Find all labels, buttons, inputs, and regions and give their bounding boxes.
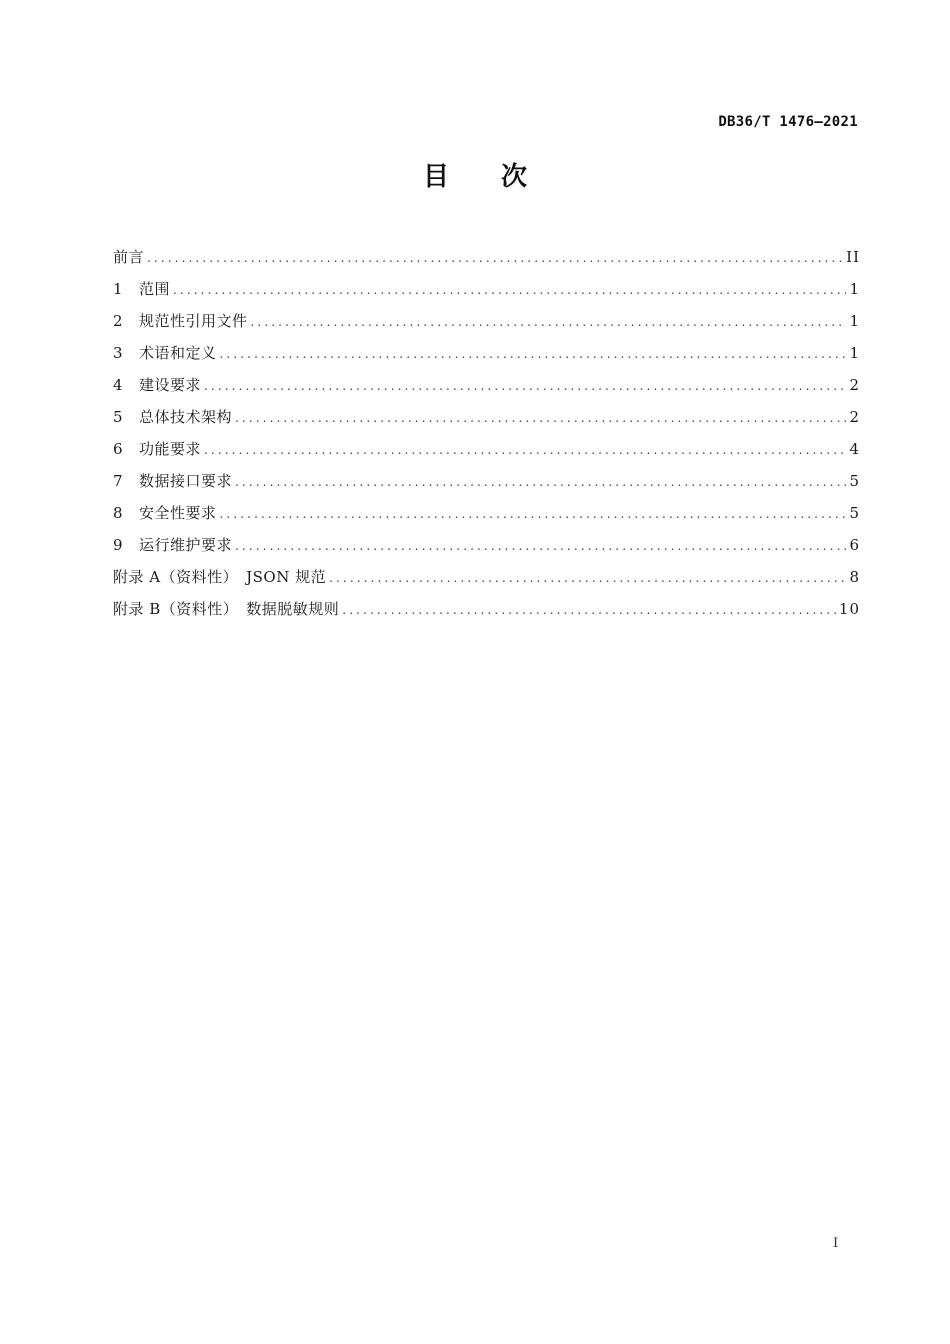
toc-leader-dots [220,500,847,528]
toc-leader-dots [204,372,846,400]
toc-entry-page: 1 [849,344,860,362]
toc-entry-7[interactable] [113,467,860,499]
toc-leader-dots [220,340,847,368]
toc-entry-label: 总体技术架构 [139,408,233,426]
toc-entry-label: 附录 B（资料性） 数据脱敏规则 [113,600,340,618]
toc-entry-8[interactable] [113,499,860,531]
toc-entry-label: 建设要求 [139,376,202,394]
toc-entry-3[interactable] [113,339,860,371]
toc-entry-label: 术语和定义 [139,344,217,362]
toc-entry-page: 5 [849,472,860,490]
toc-leader-dots [235,404,846,432]
toc-entry-page: 5 [849,504,860,522]
toc-entry-page: 8 [849,568,860,586]
page-number: I [833,1236,839,1251]
toc-entry-label: 数据接口要求 [139,472,233,490]
toc-leader-dots [342,596,836,624]
toc-entry-page: 6 [849,536,860,554]
toc-entry-number: 4 [113,376,123,394]
toc-entry-appendix-a[interactable] [113,563,860,595]
document-code: DB36/T 1476—2021 [718,114,858,130]
toc-entry-label: 附录 A（资料性） JSON 规范 [113,568,327,586]
toc-entry-label: 规范性引用文件 [139,312,248,330]
table-of-contents [113,243,860,627]
toc-entry-page: 1 [849,280,860,298]
toc-entry-number: 3 [113,344,123,362]
toc-entry-4[interactable] [113,371,860,403]
toc-entry-number: 1 [113,280,123,298]
toc-entry-number: 2 [113,312,123,330]
toc-entry-label: 范围 [139,280,171,298]
toc-leader-dots [251,308,847,336]
toc-entry-number: 7 [113,472,123,490]
toc-leader-dots [235,468,846,496]
toc-leader-dots [147,244,843,272]
toc-leader-dots [235,532,846,560]
toc-entry-9[interactable] [113,531,860,563]
toc-entry-number: 9 [113,536,123,554]
toc-entry-number: 8 [113,504,123,522]
toc-entry-5[interactable] [113,403,860,435]
toc-entry-2[interactable] [113,307,860,339]
toc-entry-label: 运行维护要求 [139,536,233,554]
toc-entry-number: 6 [113,440,123,458]
toc-entry-label: 安全性要求 [139,504,217,522]
toc-leader-dots [329,564,846,592]
page-title: 目次 [422,162,579,192]
toc-entry-page: 10 [838,600,860,618]
toc-entry-page: II [846,248,860,266]
toc-entry-1[interactable] [113,275,860,307]
toc-entry-page: 1 [849,312,860,330]
toc-entry-6[interactable] [113,435,860,467]
toc-entry-page: 2 [849,376,860,394]
toc-leader-dots [204,436,846,464]
toc-entry-number: 5 [113,408,123,426]
toc-entry-page: 4 [849,440,860,458]
toc-entry-page: 2 [849,408,860,426]
toc-entry-label: 前言 [113,248,145,266]
toc-entry-label: 功能要求 [139,440,202,458]
toc-leader-dots [173,276,846,304]
toc-entry-appendix-b[interactable] [113,595,860,627]
toc-entry-foreword[interactable] [113,243,860,275]
